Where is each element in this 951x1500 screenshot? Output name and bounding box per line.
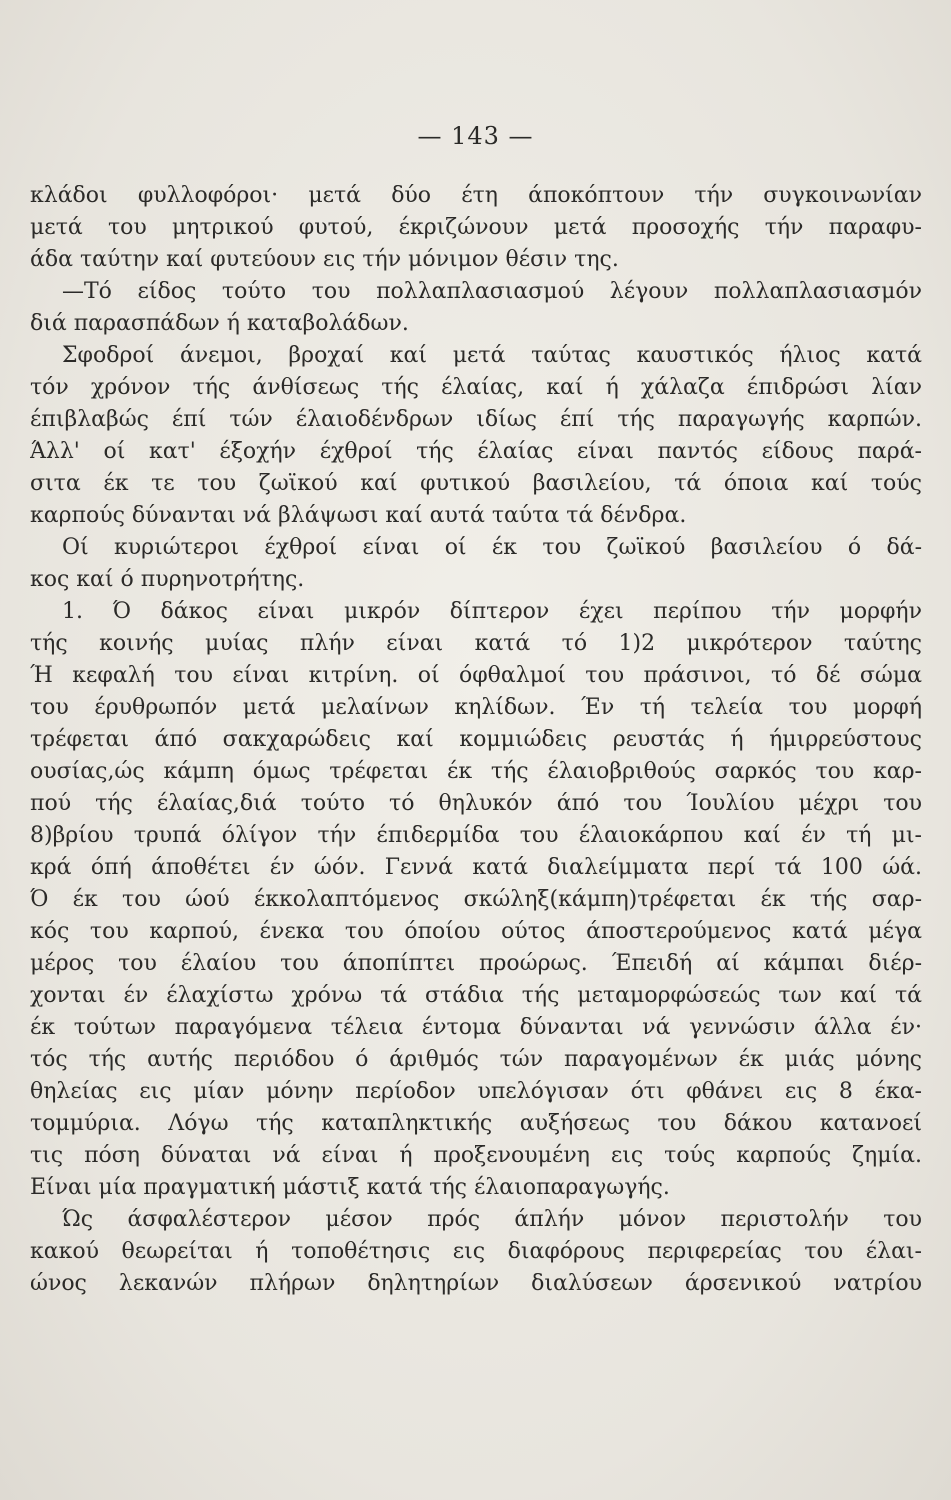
text-line: τής κοινής μυίας πλήν είναι κατά τό 1)2 μικρότερον ταύτης [30, 631, 922, 656]
text-line: Είναι μία πραγματική μάστιξ κατά τής έλαιοπαραγωγής. [30, 1175, 670, 1200]
text-line: κλάδοι φυλλοφόροι· μετά δύο έτη άποκόπτουν τήν συγκοινωνίαν [30, 183, 922, 208]
text-line: χονται έν έλαχίστω χρόνω τά στάδια τής μεταμορφώσεώς των καί τά [30, 983, 922, 1008]
text-line: σιτα έκ τε του ζωϊκού καί φυτικού βασιλείου, τά όποια καί τούς [30, 471, 922, 496]
text-line: κρά όπή άποθέτει έν ώόν. Γεννά κατά διαλείμματα περί τά 100 ώά. [30, 855, 922, 880]
text-line: 8)βρίου τρυπά όλίγον τήν έπιδερμίδα του έλαιοκάρπου καί έν τή μι- [30, 823, 922, 848]
text-line: τομμύρια. Λόγω τής καταπληκτικής αυξήσεως του δάκου κατανοεί [30, 1111, 922, 1136]
text-line: τρέφεται άπό σακχαρώδεις καί κομμιώδεις ρευστάς ή ήμιρρεύστους [30, 727, 922, 752]
text-line: Σφοδροί άνεμοι, βροχαί καί μετά ταύτας καυστικός ήλιος κατά [62, 343, 922, 368]
text-line: Οί κυριώτεροι έχθροί είναι οί έκ του ζωϊκού βασιλείου ό δά- [62, 535, 922, 560]
page-number: — 143 — [417, 122, 534, 150]
text-line: τις πόση δύναται νά είναι ή προξενουμένη εις τούς καρπούς ζημία. [30, 1143, 922, 1168]
text-line: άδα ταύτην καί φυτεύουν εις τήν μόνιμον θέσιν της. [30, 247, 619, 272]
text-line: Ό έκ του ώού έκκολαπτόμενος σκώληξ(κάμπη)τρέφεται έκ τής σαρ- [30, 887, 922, 912]
text-line: 1. Ό δάκος είναι μικρόν δίπτερον έχει περίπου τήν μορφήν [62, 599, 922, 624]
text-line: τόν χρόνον τής άνθίσεως τής έλαίας, καί ή χάλαζα έπιδρώσι λίαν [30, 375, 922, 400]
text-line: καρπούς δύνανται νά βλάψωσι καί αυτά ταύτα τά δένδρα. [30, 503, 687, 528]
body-text [30, 180, 922, 1300]
text-line: Ή κεφαλή του είναι κιτρίνη. οί όφθαλμοί του πράσινοι, τό δέ σώμα [30, 663, 922, 688]
text-line: —Τό είδος τούτο του πολλαπλασιασμού λέγουν πολλαπλασιασμόν [62, 279, 922, 304]
text-line: κακού θεωρείται ή τοποθέτησις εις διαφόρους περιφερείας του έλαι- [30, 1239, 922, 1264]
text-line: Ώς άσφαλέστερον μέσον πρός άπλήν μόνον περιστολήν του [62, 1207, 922, 1232]
text-line: μετά του μητρικού φυτού, έκριζώνουν μετά προσοχής τήν παραφυ- [30, 215, 922, 240]
text-line: θηλείας εις μίαν μόνην περίοδον υπελόγισαν ότι φθάνει εις 8 έκα- [30, 1079, 922, 1104]
text-line: έκ τούτων παραγόμενα τέλεια έντομα δύνανται νά γεννώσιν άλλα έν· [30, 1015, 922, 1040]
text-line: του έρυθρωπόν μετά μελαίνων κηλίδων. Έν τή τελεία του μορφή [30, 695, 922, 720]
text-line: ώνος λεκανών πλήρων δηλητηρίων διαλύσεων άρσενικού νατρίου [30, 1271, 922, 1296]
text-line: πού τής έλαίας,διά τούτο τό θηλυκόν άπό του Ίουλίου μέχρι του [30, 791, 922, 816]
text-line: διά παρασπάδων ή καταβολάδων. [30, 311, 409, 336]
text-line: κός του καρπού, ένεκα του όποίου ούτος άποστερούμενος κατά μέγα [30, 919, 922, 944]
text-line: μέρος του έλαίου του άποπίπτει προώρως. Έπειδή αί κάμπαι διέρ- [30, 951, 922, 976]
text-line: έπιβλαβώς έπί τών έλαιοδένδρων ιδίως έπί τής παραγωγής καρπών. [30, 407, 922, 432]
text-line: Άλλ' οί κατ' έξοχήν έχθροί τής έλαίας είναι παντός είδους παρά- [30, 439, 922, 464]
text-line: κος καί ό πυρηνοτρήτης. [30, 567, 305, 592]
text-line: τός τής αυτής περιόδου ό άριθμός τών παραγομένων έκ μιάς μόνης [30, 1047, 922, 1072]
text-line: ουσίας,ώς κάμπη όμως τρέφεται έκ τής έλαιοβριθούς σαρκός του καρ- [30, 759, 922, 784]
